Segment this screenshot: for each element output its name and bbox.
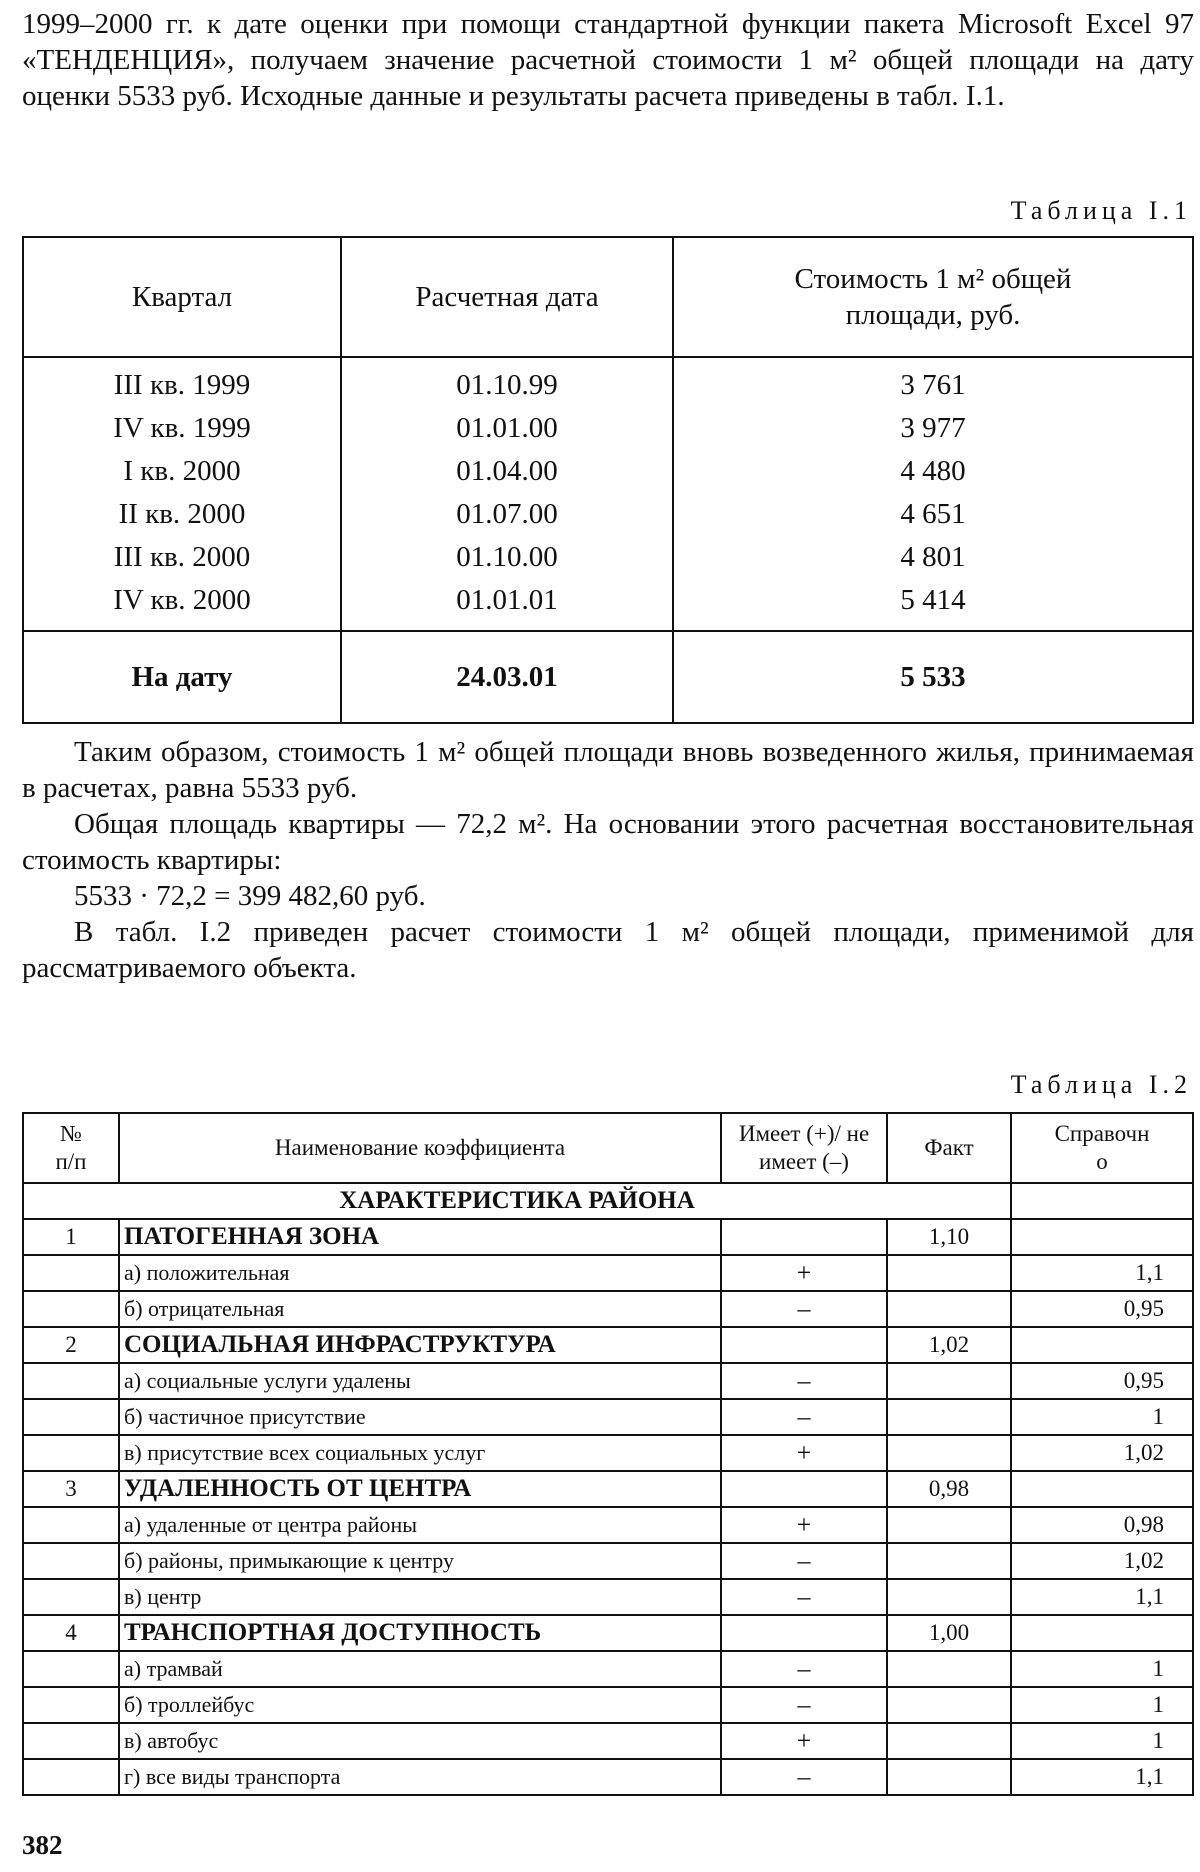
t1-date-cell: 01.01.00 [341,407,673,450]
t2-group-row [23,1183,1193,1219]
t1-total-value: 5 533 [673,631,1193,723]
t2-header-has: Имеет (+)/ не имеет (–) [721,1113,887,1183]
t2-item-row [23,1291,1193,1327]
table2-caption: Таблица I.2 [1010,1070,1192,1099]
middle-text [22,734,1194,986]
t2-section-sign [721,1471,887,1507]
t2-group-empty [1011,1183,1193,1219]
t2-item-label: г) все виды транспорта [119,1759,721,1795]
t1-header-date: Расчетная дата [341,237,673,357]
t1-row [23,407,1193,450]
t2-item-ref: 0,95 [1011,1363,1193,1399]
t2-item-ref: 1,02 [1011,1543,1193,1579]
t1-row [23,536,1193,579]
page-number: 382 [22,1830,63,1860]
t2-item-label: в) автобус [119,1723,721,1759]
t2-section-ref [1011,1615,1193,1651]
t2-group-title: ХАРАКТЕРИСТИКА РАЙОНА [23,1183,1011,1219]
t1-cost-cell: 4 651 [673,493,1193,536]
t2-item-row [23,1687,1193,1723]
t2-item-ref: 1,02 [1011,1435,1193,1471]
t2-item-sign: – [721,1651,887,1687]
t1-date-cell: 01.01.01 [341,579,673,631]
t2-item-fact [887,1363,1011,1399]
t2-section-num: 3 [23,1471,119,1507]
t1-cost-cell: 3 977 [673,407,1193,450]
t1-quarter-cell: II кв. 2000 [23,493,341,536]
t2-section-fact: 0,98 [887,1471,1011,1507]
t2-item-sign: – [721,1687,887,1723]
t2-section-ref [1011,1471,1193,1507]
t2-section-title: СОЦИАЛЬНАЯ ИНФРАСТРУКТУРА [119,1327,721,1363]
t2-item-num [23,1399,119,1435]
paragraph-3: В табл. I.2 приведен расчет стоимости 1 м² общей площади, применимой для рассматриваемого объекта. [22,916,1194,984]
t2-section-sign [721,1615,887,1651]
t2-section-ref [1011,1219,1193,1255]
t1-date-cell: 01.10.00 [341,536,673,579]
t2-item-fact [887,1687,1011,1723]
t1-date-cell: 01.04.00 [341,450,673,493]
t1-row [23,450,1193,493]
t2-item-label: а) трамвай [119,1651,721,1687]
t1-quarter-cell: I кв. 2000 [23,450,341,493]
t2-item-num [23,1687,119,1723]
t1-row [23,493,1193,536]
t2-item-label: в) присутствие всех социальных услуг [119,1435,721,1471]
t2-item-label: а) социальные услуги удалены [119,1363,721,1399]
t2-section-num: 4 [23,1615,119,1651]
t2-item-fact [887,1579,1011,1615]
t1-cost-cell: 4 480 [673,450,1193,493]
t2-item-ref: 1 [1011,1687,1193,1723]
intro-paragraph: 1999–2000 гг. к дате оценки при помощи стандартной функции пакета Microsoft Excel 97 «ТЕНДЕНЦИЯ», получаем значение расчетной стоимости 1 м² общей площади на дату оценки 5533 руб. Исходные данные и результаты расчета приведены в табл. I.1. [22,8,1194,112]
t2-section-title: ТРАНСПОРТНАЯ ДОСТУПНОСТЬ [119,1615,721,1651]
t2-header-name: Наименование коэффициента [119,1113,721,1183]
t2-item-row [23,1759,1193,1795]
t1-quarter-cell: III кв. 2000 [23,536,341,579]
t2-item-num [23,1255,119,1291]
t2-section-row [23,1615,1193,1651]
t2-item-ref: 1 [1011,1399,1193,1435]
t2-item-sign: + [721,1435,887,1471]
t2-section-num: 1 [23,1219,119,1255]
t2-item-ref: 1,1 [1011,1255,1193,1291]
t1-total-row [23,631,1193,723]
t2-item-row [23,1399,1193,1435]
t2-item-row [23,1507,1193,1543]
t2-item-fact [887,1435,1011,1471]
t2-section-row [23,1471,1193,1507]
t2-section-row [23,1327,1193,1363]
t1-total-date: 24.03.01 [341,631,673,723]
t2-item-label: а) положительная [119,1255,721,1291]
t1-header-cost [673,237,1193,357]
table1-caption: Таблица I.1 [1010,196,1192,225]
t2-section-fact: 1,00 [887,1615,1011,1651]
t2-section-sign [721,1219,887,1255]
t2-item-fact [887,1759,1011,1795]
t2-header-num-text: № п/п [55,1121,87,1174]
t2-item-ref: 1 [1011,1651,1193,1687]
t2-section-sign [721,1327,887,1363]
t2-item-fact [887,1291,1011,1327]
t2-item-ref: 0,95 [1011,1291,1193,1327]
t2-section-title: УДАЛЕННОСТЬ ОТ ЦЕНТРА [119,1471,721,1507]
t1-cost-cell: 5 414 [673,579,1193,631]
t1-total-label: На дату [23,631,341,723]
t2-item-fact [887,1543,1011,1579]
t2-item-num [23,1507,119,1543]
t2-item-fact [887,1651,1011,1687]
t2-item-fact [887,1723,1011,1759]
t2-item-row [23,1363,1193,1399]
t2-item-row [23,1651,1193,1687]
t1-cost-cell: 3 761 [673,357,1193,407]
t2-header-ref [1011,1113,1193,1183]
t2-section-fact: 1,02 [887,1327,1011,1363]
t1-quarter-cell: IV кв. 2000 [23,579,341,631]
t1-date-cell: 01.10.99 [341,357,673,407]
paragraph-2: Общая площадь квартиры — 72,2 м². На основании этого расчетная восстановительная стоимость квартиры: [22,808,1194,876]
t2-item-ref: 1,1 [1011,1759,1193,1795]
t2-item-label: б) отрицательная [119,1291,721,1327]
t2-item-sign: – [721,1363,887,1399]
t2-item-ref: 1,1 [1011,1579,1193,1615]
t1-date-cell: 01.07.00 [341,493,673,536]
t2-header-ref-text: Справочно [1054,1121,1150,1174]
t2-item-label: б) частичное присутствие [119,1399,721,1435]
t2-item-sign: – [721,1543,887,1579]
t2-section-fact: 1,10 [887,1219,1011,1255]
table-1 [22,236,1194,724]
t2-item-label: б) районы, примыкающие к центру [119,1543,721,1579]
t2-item-fact [887,1255,1011,1291]
t2-header-fact: Факт [887,1113,1011,1183]
t1-header-cost-text: Стоимость 1 м² общей площади, руб. [794,263,1072,331]
paragraph-1: Таким образом, стоимость 1 м² общей площади вновь возведенного жилья, принимаемая в расчетах, равна 5533 руб. [22,736,1194,804]
t2-item-sign: – [721,1399,887,1435]
t2-item-num [23,1291,119,1327]
t2-item-num [23,1435,119,1471]
t2-item-sign: – [721,1759,887,1795]
t2-item-row [23,1543,1193,1579]
t2-item-sign: + [721,1723,887,1759]
t1-header-quarter: Квартал [23,237,341,357]
table-2 [22,1112,1194,1796]
t2-item-ref: 0,98 [1011,1507,1193,1543]
t2-item-num [23,1363,119,1399]
t1-row [23,357,1193,407]
t2-section-row [23,1219,1193,1255]
t2-item-row [23,1435,1193,1471]
t2-item-sign: – [721,1291,887,1327]
t1-quarter-cell: III кв. 1999 [23,357,341,407]
t2-item-sign: + [721,1255,887,1291]
t2-item-num [23,1579,119,1615]
t2-item-label: а) удаленные от центра районы [119,1507,721,1543]
t1-row [23,579,1193,631]
t1-quarter-cell: IV кв. 1999 [23,407,341,450]
t2-item-label: в) центр [119,1579,721,1615]
t2-item-num [23,1759,119,1795]
t2-section-ref [1011,1327,1193,1363]
t2-item-num [23,1543,119,1579]
t2-item-row [23,1579,1193,1615]
t2-item-label: б) троллейбус [119,1687,721,1723]
t2-item-num [23,1723,119,1759]
t2-item-row [23,1255,1193,1291]
t2-item-fact [887,1507,1011,1543]
formula-line: 5533 · 72,2 = 399 482,60 руб. [74,880,426,912]
t2-header-num [23,1113,119,1183]
t1-cost-cell: 4 801 [673,536,1193,579]
t2-item-sign: + [721,1507,887,1543]
t2-item-sign: – [721,1579,887,1615]
t2-item-row [23,1723,1193,1759]
t2-item-num [23,1651,119,1687]
t2-item-ref: 1 [1011,1723,1193,1759]
t2-item-fact [887,1399,1011,1435]
t2-section-title: ПАТОГЕННАЯ ЗОНА [119,1219,721,1255]
t2-section-num: 2 [23,1327,119,1363]
